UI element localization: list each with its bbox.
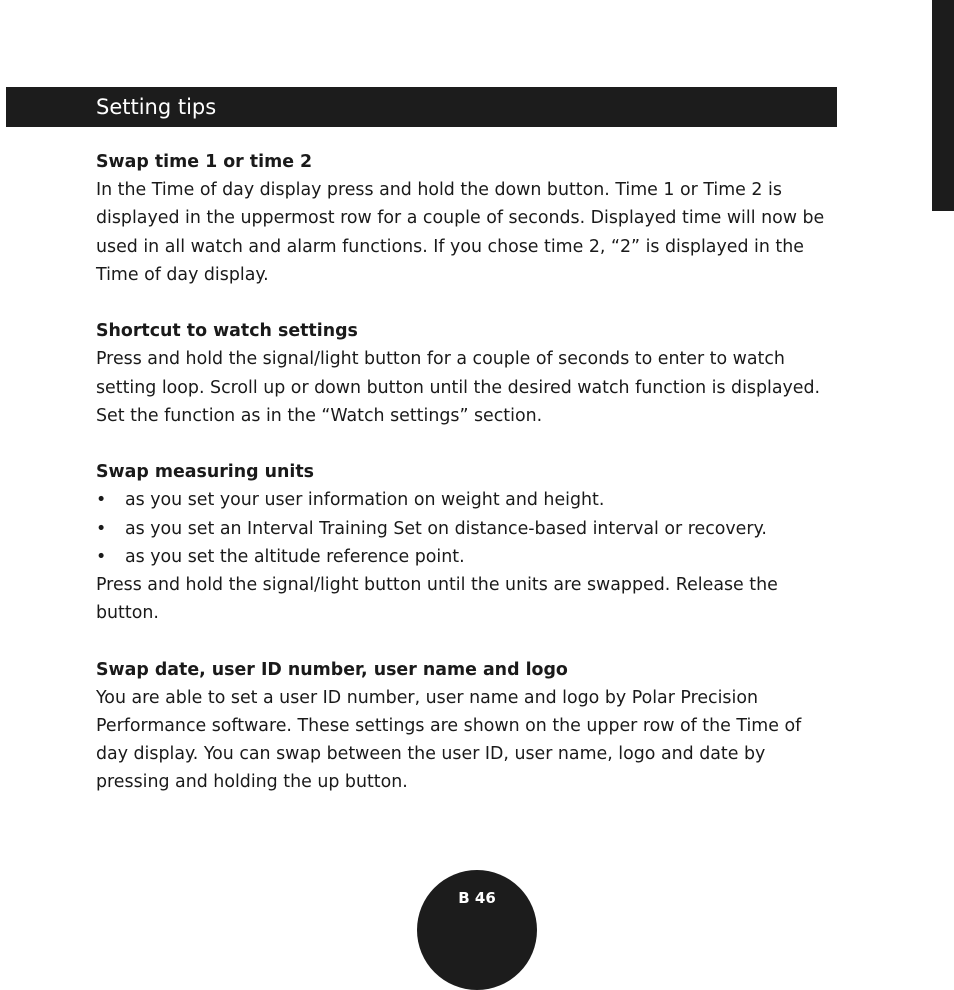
section-swap-date-user-id bbox=[96, 656, 838, 797]
list-item bbox=[96, 515, 838, 543]
title-bar bbox=[6, 87, 837, 127]
section-heading: Swap measuring units bbox=[96, 462, 315, 483]
section-swap-measuring-units bbox=[96, 458, 838, 627]
list-item bbox=[96, 543, 838, 571]
section-heading: Swap date, user ID number, user name and logo bbox=[96, 659, 568, 680]
page-content bbox=[96, 148, 838, 825]
bullet-icon: • bbox=[96, 490, 107, 511]
bullet-icon: • bbox=[96, 518, 107, 539]
page-number: B 46 bbox=[458, 889, 496, 907]
bullet-icon: • bbox=[96, 546, 107, 567]
list-item-text: as you set your user information on weight and height. bbox=[125, 490, 605, 511]
bullet-list bbox=[96, 486, 838, 571]
section-body: In the Time of day display press and hold the down button. Time 1 or Time 2 is displayed in the uppermost row for a couple of seconds. Displayed time will now be used in all watch and alarm functions. If you chose time 2, “2” is displayed in the Time of day display. bbox=[96, 180, 825, 285]
list-item-text: as you set the altitude reference point. bbox=[125, 546, 465, 567]
chapter-tab-marker bbox=[932, 0, 954, 211]
section-heading: Swap time 1 or time 2 bbox=[96, 152, 313, 172]
section-heading: Shortcut to watch settings bbox=[96, 321, 358, 342]
page-number-badge bbox=[417, 870, 537, 990]
section-body: Press and hold the signal/light button for a couple of seconds to enter to watch setting loop. Scroll up or down button until the desired watch function is displayed. Set the function as in the “Watch settings” section. bbox=[96, 349, 821, 426]
list-item-text: as you set an Interval Training Set on distance-based interval or recovery. bbox=[125, 518, 767, 539]
section-shortcut-watch-settings bbox=[96, 317, 838, 430]
section-body: You are able to set a user ID number, user name and logo by Polar Precision Performance software. These settings are shown on the upper row of the Time of day display. You can swap between the user ID, user name, logo and date by pressing and holding the up button. bbox=[96, 687, 802, 793]
list-item bbox=[96, 486, 838, 514]
section-body: Press and hold the signal/light button until the units are swapped. Release the button. bbox=[96, 575, 778, 624]
section-swap-time bbox=[96, 148, 838, 289]
page-title: Setting tips bbox=[96, 95, 217, 119]
